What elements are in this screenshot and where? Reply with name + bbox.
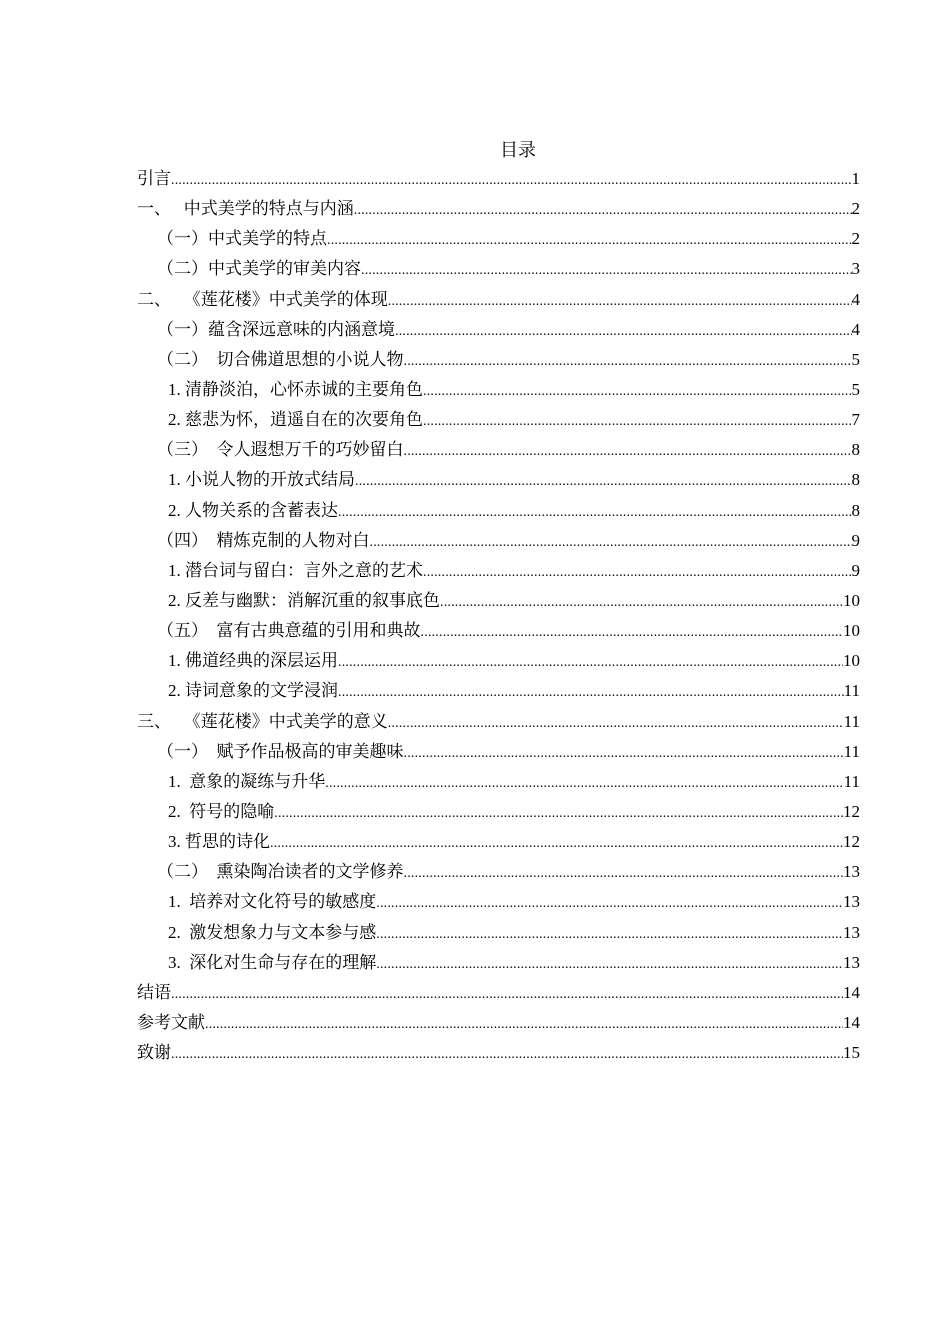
dot-leader <box>423 377 852 407</box>
dot-leader <box>355 467 852 497</box>
toc-entry[interactable] <box>137 164 860 194</box>
toc-entry-page: 8 <box>851 470 860 490</box>
toc-entry-page: 9 <box>851 530 860 550</box>
toc-entry-title: （四） 精炼克制的人物对白 <box>157 530 370 550</box>
toc-entry-title: 致谢 <box>137 1043 171 1063</box>
toc-entry-page: 12 <box>843 801 860 821</box>
toc-entry-title: （一）中式美学的特点 <box>157 229 327 249</box>
toc-entry-page: 15 <box>843 1043 860 1063</box>
toc-entry-page: 13 <box>843 862 860 882</box>
dot-leader <box>376 920 843 950</box>
toc-entry-page: 9 <box>851 560 860 580</box>
toc-title: 目录 <box>500 140 536 160</box>
dot-leader <box>270 829 843 859</box>
dot-leader <box>171 1040 843 1070</box>
toc-entry-title: 引言 <box>137 169 171 188</box>
dot-leader <box>376 889 843 919</box>
toc-entry-title: （三） 令人遐想万千的巧妙留白 <box>157 440 404 460</box>
toc-entry[interactable] <box>137 646 860 676</box>
toc-entry-title: 2. 诗词意象的文学浸润 <box>168 681 338 701</box>
toc-entry-page: 5 <box>851 379 860 399</box>
toc-entry-title: （二）中式美学的审美内容 <box>157 259 361 279</box>
toc-entry-page: 4 <box>851 289 860 309</box>
toc-entry[interactable] <box>137 978 860 1008</box>
dot-leader <box>440 588 843 618</box>
toc-entry[interactable] <box>137 526 860 556</box>
toc-entry-page: 8 <box>851 500 860 520</box>
toc-entry[interactable] <box>137 194 860 224</box>
toc-entry[interactable] <box>137 375 860 405</box>
toc-entry[interactable] <box>137 496 860 526</box>
toc-entry-title: （二） 切合佛道思想的小说人物 <box>157 349 404 369</box>
dot-leader <box>421 618 844 648</box>
dot-leader <box>388 287 852 317</box>
toc-entry-title: 一、 中式美学的特点与内涵 <box>137 199 354 219</box>
toc-entry-title: 1. 小说人物的开放式结局 <box>168 470 355 490</box>
toc-entry[interactable] <box>137 857 860 887</box>
toc-entry-title: 2. 人物关系的含蓄表达 <box>168 500 338 520</box>
toc-entry[interactable] <box>137 948 860 978</box>
toc-entry-title: 1. 清静淡泊，心怀赤诚的主要角色 <box>168 379 423 399</box>
dot-leader <box>171 166 852 196</box>
dot-leader <box>361 256 852 286</box>
toc-entry-page: 11 <box>843 681 860 701</box>
toc-entry[interactable] <box>137 676 860 706</box>
toc-entry[interactable] <box>137 586 860 616</box>
toc-entry[interactable] <box>137 616 860 646</box>
dot-leader <box>370 528 852 558</box>
dot-leader <box>395 317 852 347</box>
dot-leader <box>404 347 852 377</box>
toc-entry-page: 2 <box>851 199 860 219</box>
table-of-contents <box>137 164 860 1068</box>
toc-entry[interactable] <box>137 345 860 375</box>
toc-entry-title: 1. 意象的凝练与升华 <box>168 771 326 791</box>
toc-entry-page: 14 <box>843 982 860 1002</box>
toc-entry-title: 参考文献 <box>137 1012 205 1032</box>
toc-entry-title: （二） 熏染陶冶读者的文学修养 <box>157 862 404 882</box>
toc-entry[interactable] <box>137 707 860 737</box>
toc-entry[interactable] <box>137 254 860 284</box>
toc-entry-title: 2. 激发想象力与文本参与感 <box>168 922 377 942</box>
toc-entry-title: 结语 <box>137 982 171 1002</box>
toc-entry-page: 3 <box>851 259 860 279</box>
toc-entry[interactable] <box>137 315 860 345</box>
toc-entry[interactable] <box>137 285 860 315</box>
toc-entry-title: 1. 佛道经典的深层运用 <box>168 651 338 671</box>
toc-entry-page: 11 <box>843 771 860 791</box>
dot-leader <box>327 226 852 256</box>
toc-entry-page: 11 <box>843 711 860 731</box>
toc-entry-page: 11 <box>843 741 860 761</box>
dot-leader <box>325 769 843 799</box>
toc-entry-title: 3. 哲思的诗化 <box>168 832 270 852</box>
toc-entry[interactable] <box>137 224 860 254</box>
toc-entry-page: 10 <box>843 590 860 610</box>
toc-entry[interactable] <box>137 1008 860 1038</box>
toc-entry[interactable] <box>137 797 860 827</box>
toc-entry-title: 3. 深化对生命与存在的理解 <box>168 952 377 972</box>
toc-entry-page: 5 <box>851 349 860 369</box>
toc-entry-page: 4 <box>851 319 860 339</box>
toc-entry[interactable] <box>137 465 860 495</box>
toc-entry-title: （一）蕴含深远意味的内涵意境 <box>157 319 395 339</box>
toc-entry-title: 2. 反差与幽默：消解沉重的叙事底色 <box>168 590 440 610</box>
dot-leader <box>205 1010 843 1040</box>
dot-leader <box>338 648 843 678</box>
dot-leader <box>404 437 852 467</box>
toc-entry-title: 1. 潜台词与留白：言外之意的艺术 <box>168 560 423 580</box>
toc-entry-title: 1. 培养对文化符号的敏感度 <box>168 892 377 912</box>
toc-entry-page: 2 <box>851 229 860 249</box>
dot-leader <box>338 498 852 528</box>
dot-leader <box>423 558 852 588</box>
toc-entry-page: 12 <box>843 832 860 852</box>
toc-entry[interactable] <box>137 435 860 465</box>
toc-entry-page: 1 <box>851 169 860 188</box>
toc-entry-page: 10 <box>843 651 860 671</box>
toc-entry-title: 三、 《莲花楼》中式美学的意义 <box>137 711 388 731</box>
toc-entry[interactable] <box>137 827 860 857</box>
toc-entry-page: 13 <box>843 922 860 942</box>
toc-entry-page: 10 <box>843 621 860 641</box>
toc-entry[interactable] <box>137 737 860 767</box>
toc-entry-title: （一） 赋予作品极高的审美趣味 <box>157 741 404 761</box>
toc-entry[interactable] <box>137 767 860 797</box>
dot-leader <box>171 980 843 1010</box>
toc-entry-page: 13 <box>843 952 860 972</box>
dot-leader <box>274 799 843 829</box>
toc-entry[interactable] <box>137 918 860 948</box>
dot-leader <box>404 859 844 889</box>
toc-entry-title: 2. 符号的隐喻 <box>168 801 275 821</box>
toc-entry[interactable] <box>137 556 860 586</box>
dot-leader <box>388 709 844 739</box>
toc-entry-page: 14 <box>843 1012 860 1032</box>
dot-leader <box>338 678 844 708</box>
dot-leader <box>354 196 852 226</box>
toc-entry[interactable] <box>137 887 860 917</box>
toc-entry[interactable] <box>137 1038 860 1068</box>
dot-leader <box>376 950 843 980</box>
toc-entry[interactable] <box>137 405 860 435</box>
toc-entry-title: （五） 富有古典意蕴的引用和典故 <box>157 621 421 641</box>
dot-leader <box>423 407 852 437</box>
toc-entry-page: 13 <box>843 892 860 912</box>
toc-entry-title: 2. 慈悲为怀，逍遥自在的次要角色 <box>168 410 423 430</box>
toc-entry-page: 7 <box>851 410 860 430</box>
toc-entry-title: 二、 《莲花楼》中式美学的体现 <box>137 289 388 309</box>
toc-entry-page: 8 <box>851 440 860 460</box>
dot-leader <box>404 739 844 769</box>
